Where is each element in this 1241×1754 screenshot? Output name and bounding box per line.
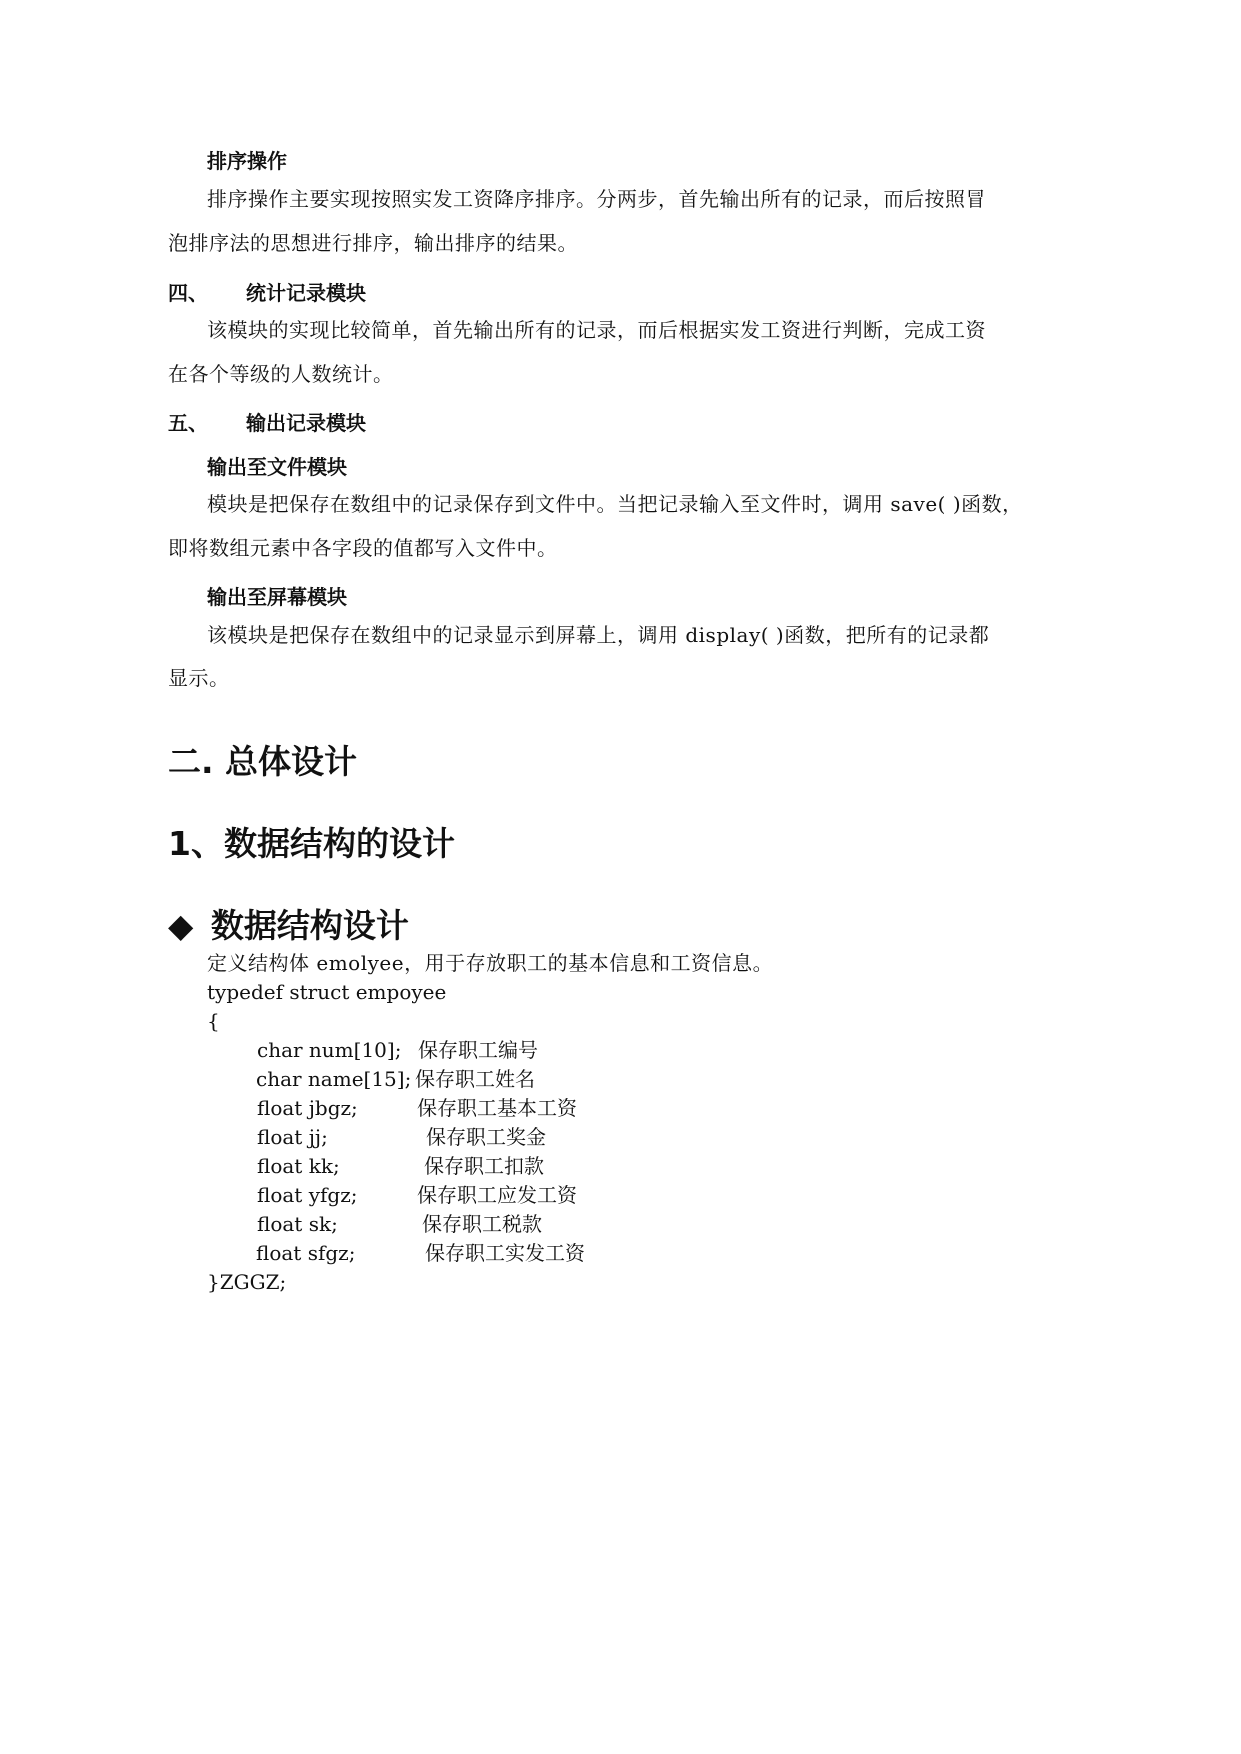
- stats-section-number: 四、: [168, 281, 208, 305]
- output-section-title: 输出记录模块: [246, 411, 366, 435]
- struct-declaration: typedef struct empoyee: [207, 980, 447, 1004]
- field-code: char name[15];: [256, 1067, 412, 1091]
- struct-open-brace: {: [207, 1009, 220, 1033]
- stats-section-title: 统计记录模块: [246, 281, 366, 305]
- output-screen-line-1: 该模块是把保存在数组中的记录显示到屏幕上，调用 display( )函数，把所有的记录都: [207, 623, 990, 647]
- stats-paragraph-line-2: 在各个等级的人数统计。: [168, 362, 394, 386]
- field-comment: 保存职工奖金: [426, 1125, 546, 1149]
- diamond-bullet-icon: ◆: [168, 906, 194, 945]
- field-comment: 保存职工基本工资: [417, 1096, 577, 1120]
- data-structure-design-text: 数据结构设计: [210, 906, 409, 945]
- struct-close: }ZGGZ;: [207, 1270, 287, 1294]
- output-screen-heading: 输出至屏幕模块: [207, 585, 347, 609]
- field-code: float jbgz;: [257, 1096, 358, 1120]
- data-structure-heading: 1、数据结构的设计: [168, 824, 455, 863]
- sort-heading: 排序操作: [207, 149, 287, 173]
- output-file-heading: 输出至文件模块: [207, 455, 347, 479]
- field-comment: 保存职工编号: [418, 1038, 538, 1062]
- field-code: float sfgz;: [256, 1241, 356, 1265]
- field-code: float kk;: [257, 1154, 340, 1178]
- output-section-number: 五、: [168, 411, 208, 435]
- output-file-line-1: 模块是把保存在数组中的记录保存到文件中。当把记录输入至文件时，调用 save( )函数，: [207, 492, 1023, 516]
- output-file-line-2: 即将数组元素中各字段的值都写入文件中。: [168, 536, 558, 560]
- field-comment: 保存职工税款: [422, 1212, 542, 1236]
- field-comment: 保存职工实发工资: [425, 1241, 585, 1265]
- field-comment: 保存职工姓名: [415, 1067, 535, 1091]
- struct-intro: 定义结构体 emolyee，用于存放职工的基本信息和工资信息。: [207, 951, 774, 975]
- field-comment: 保存职工扣款: [424, 1154, 544, 1178]
- data-structure-design-heading: [168, 900, 409, 947]
- overall-design-heading: 二. 总体设计: [168, 742, 358, 781]
- field-code: char num[10];: [257, 1038, 402, 1062]
- field-code: float jj;: [257, 1125, 328, 1149]
- stats-paragraph-line-1: 该模块的实现比较简单，首先输出所有的记录，而后根据实发工资进行判断，完成工资: [207, 318, 986, 342]
- sort-paragraph-line-2: 泡排序法的思想进行排序，输出排序的结果。: [168, 231, 578, 255]
- field-comment: 保存职工应发工资: [417, 1183, 577, 1207]
- output-screen-line-2: 显示。: [168, 666, 230, 690]
- field-code: float sk;: [257, 1212, 338, 1236]
- sort-paragraph-line-1: 排序操作主要实现按照实发工资降序排序。分两步，首先输出所有的记录，而后按照冒: [207, 187, 986, 211]
- field-code: float yfgz;: [257, 1183, 358, 1207]
